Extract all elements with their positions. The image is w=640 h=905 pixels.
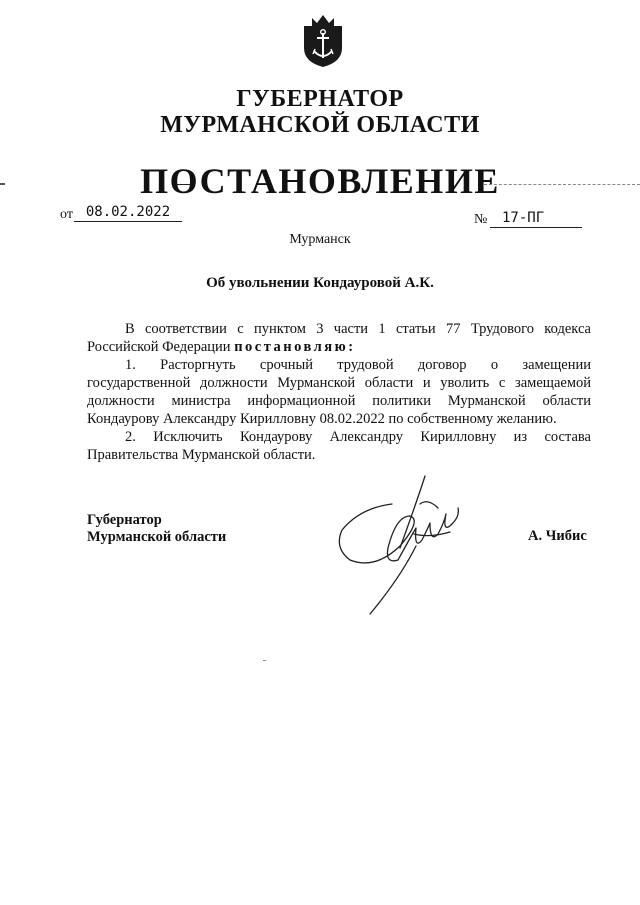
coat-of-arms-icon (302, 14, 344, 68)
date-label: от (60, 207, 73, 222)
signatory-title-line1: Губернатор (87, 512, 162, 528)
signatory-title-line2: Мурманской области (87, 529, 227, 545)
org-title-line1: ГУБЕРНАТОР (236, 86, 404, 112)
org-title-line2: МУРМАНСКОЙ ОБЛАСТИ (160, 112, 480, 138)
body-line: Кондаурову Александру Кирилловну 08.02.2022 по собственному желанию. (87, 411, 557, 427)
body-text: Российской Федерации (87, 339, 231, 355)
signatory-title (87, 512, 226, 546)
number-label: № (474, 212, 488, 227)
scan-mark (263, 660, 266, 661)
body-line: Правительства Мурманской области. (87, 447, 316, 463)
document-date: 08.02.2022 (74, 203, 182, 222)
document-subject: Об увольнении Кондауровой А.К. (206, 275, 434, 291)
body-line: должности министра информационной политики Мурманской области (87, 393, 591, 409)
decree-word: постановляю: (234, 339, 356, 355)
city: Мурманск (289, 232, 351, 247)
body-line: государственной должности Мурманской области и уволить с замещаемой (87, 375, 591, 391)
handwritten-signature-icon (330, 468, 480, 618)
body-line: 1. Расторгнуть срочный трудовой договор о замещении (125, 357, 591, 373)
title-rule-right (484, 184, 640, 185)
document-type: ПОСТАНОВЛЕНИЕ (140, 161, 500, 201)
body-line: В соответствии с пунктом 3 части 1 статьи 77 Трудового кодекса (125, 321, 591, 337)
document-number: 17-ПГ (490, 209, 582, 228)
body-line: 2. Исключить Кондаурову Александру Кирилловну из состава (125, 429, 591, 445)
body-line (87, 338, 591, 356)
document-body (87, 320, 591, 464)
signatory-name: А. Чибис (528, 528, 587, 544)
